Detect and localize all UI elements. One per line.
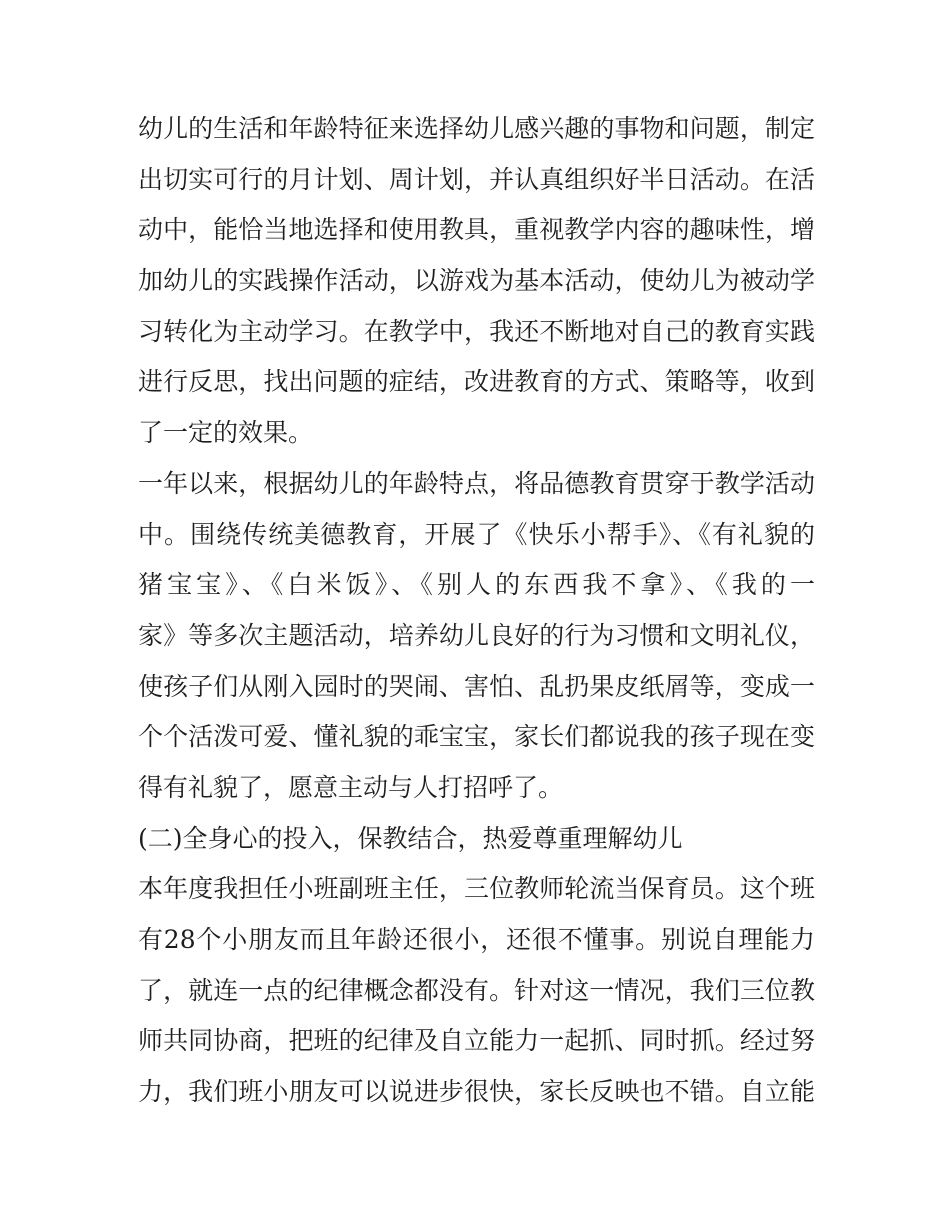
text-line: 进行反思，找出问题的症结，改进教育的方式、策略等，收到 bbox=[138, 367, 815, 397]
text-line: 加幼儿的实践操作活动，以游戏为基本活动，使幼儿为被动学 bbox=[138, 266, 815, 296]
text-line: 有28个小朋友而且年龄还很小，还很不懂事。别说自理能力 bbox=[138, 925, 815, 954]
text-line: 使孩子们从刚入园时的哭闹、害怕、乱扔果皮纸屑等，变成一 bbox=[138, 671, 815, 701]
text-line: 得有礼貌了，愿意主动与人打招呼了。 bbox=[138, 772, 564, 802]
text-line: 了，就连一点的纪律概念都没有。针对这一情况，我们三位教 bbox=[138, 975, 815, 1005]
text-line: 力，我们班小朋友可以说进步很快，家长反映也不错。自立能 bbox=[138, 1077, 815, 1107]
text-line: 本年度我担任小班副班主任，三位教师轮流当保育员。这个班 bbox=[138, 874, 815, 904]
text-line: 猪宝宝》、《白米饭》、《别人的东西我不拿》、《我的一 bbox=[138, 570, 815, 600]
document-text-block bbox=[138, 104, 815, 1118]
text-line: 出切实可行的月计划、周计划，并认真组织好半日活动。在活 bbox=[138, 164, 815, 194]
text-line: 一年以来，根据幼儿的年龄特点，将品德教育贯穿于教学活动 bbox=[138, 468, 815, 498]
text-line: 家》等多次主题活动，培养幼儿良好的行为习惯和文明礼仪， bbox=[138, 620, 815, 650]
section-heading: (二)全身心的投入，保教结合，热爱尊重理解幼儿 bbox=[138, 823, 683, 853]
text-line: 中。围绕传统美德教育，开展了《快乐小帮手》、《有礼貌的 bbox=[138, 519, 815, 549]
text-line: 动中，能恰当地选择和使用教具，重视教学内容的趣味性，增 bbox=[138, 215, 815, 245]
text-line: 习转化为主动学习。在教学中，我还不断地对自己的教育实践 bbox=[138, 316, 815, 346]
text-line: 幼儿的生活和年龄特征来选择幼儿感兴趣的事物和问题，制定 bbox=[138, 114, 815, 143]
text-line: 师共同协商，把班的纪律及自立能力一起抓、同时抓。经过努 bbox=[138, 1026, 815, 1056]
text-line: 个个活泼可爱、懂礼貌的乖宝宝，家长们都说我的孩子现在变 bbox=[138, 722, 815, 752]
text-line: 了一定的效果。 bbox=[138, 418, 314, 448]
